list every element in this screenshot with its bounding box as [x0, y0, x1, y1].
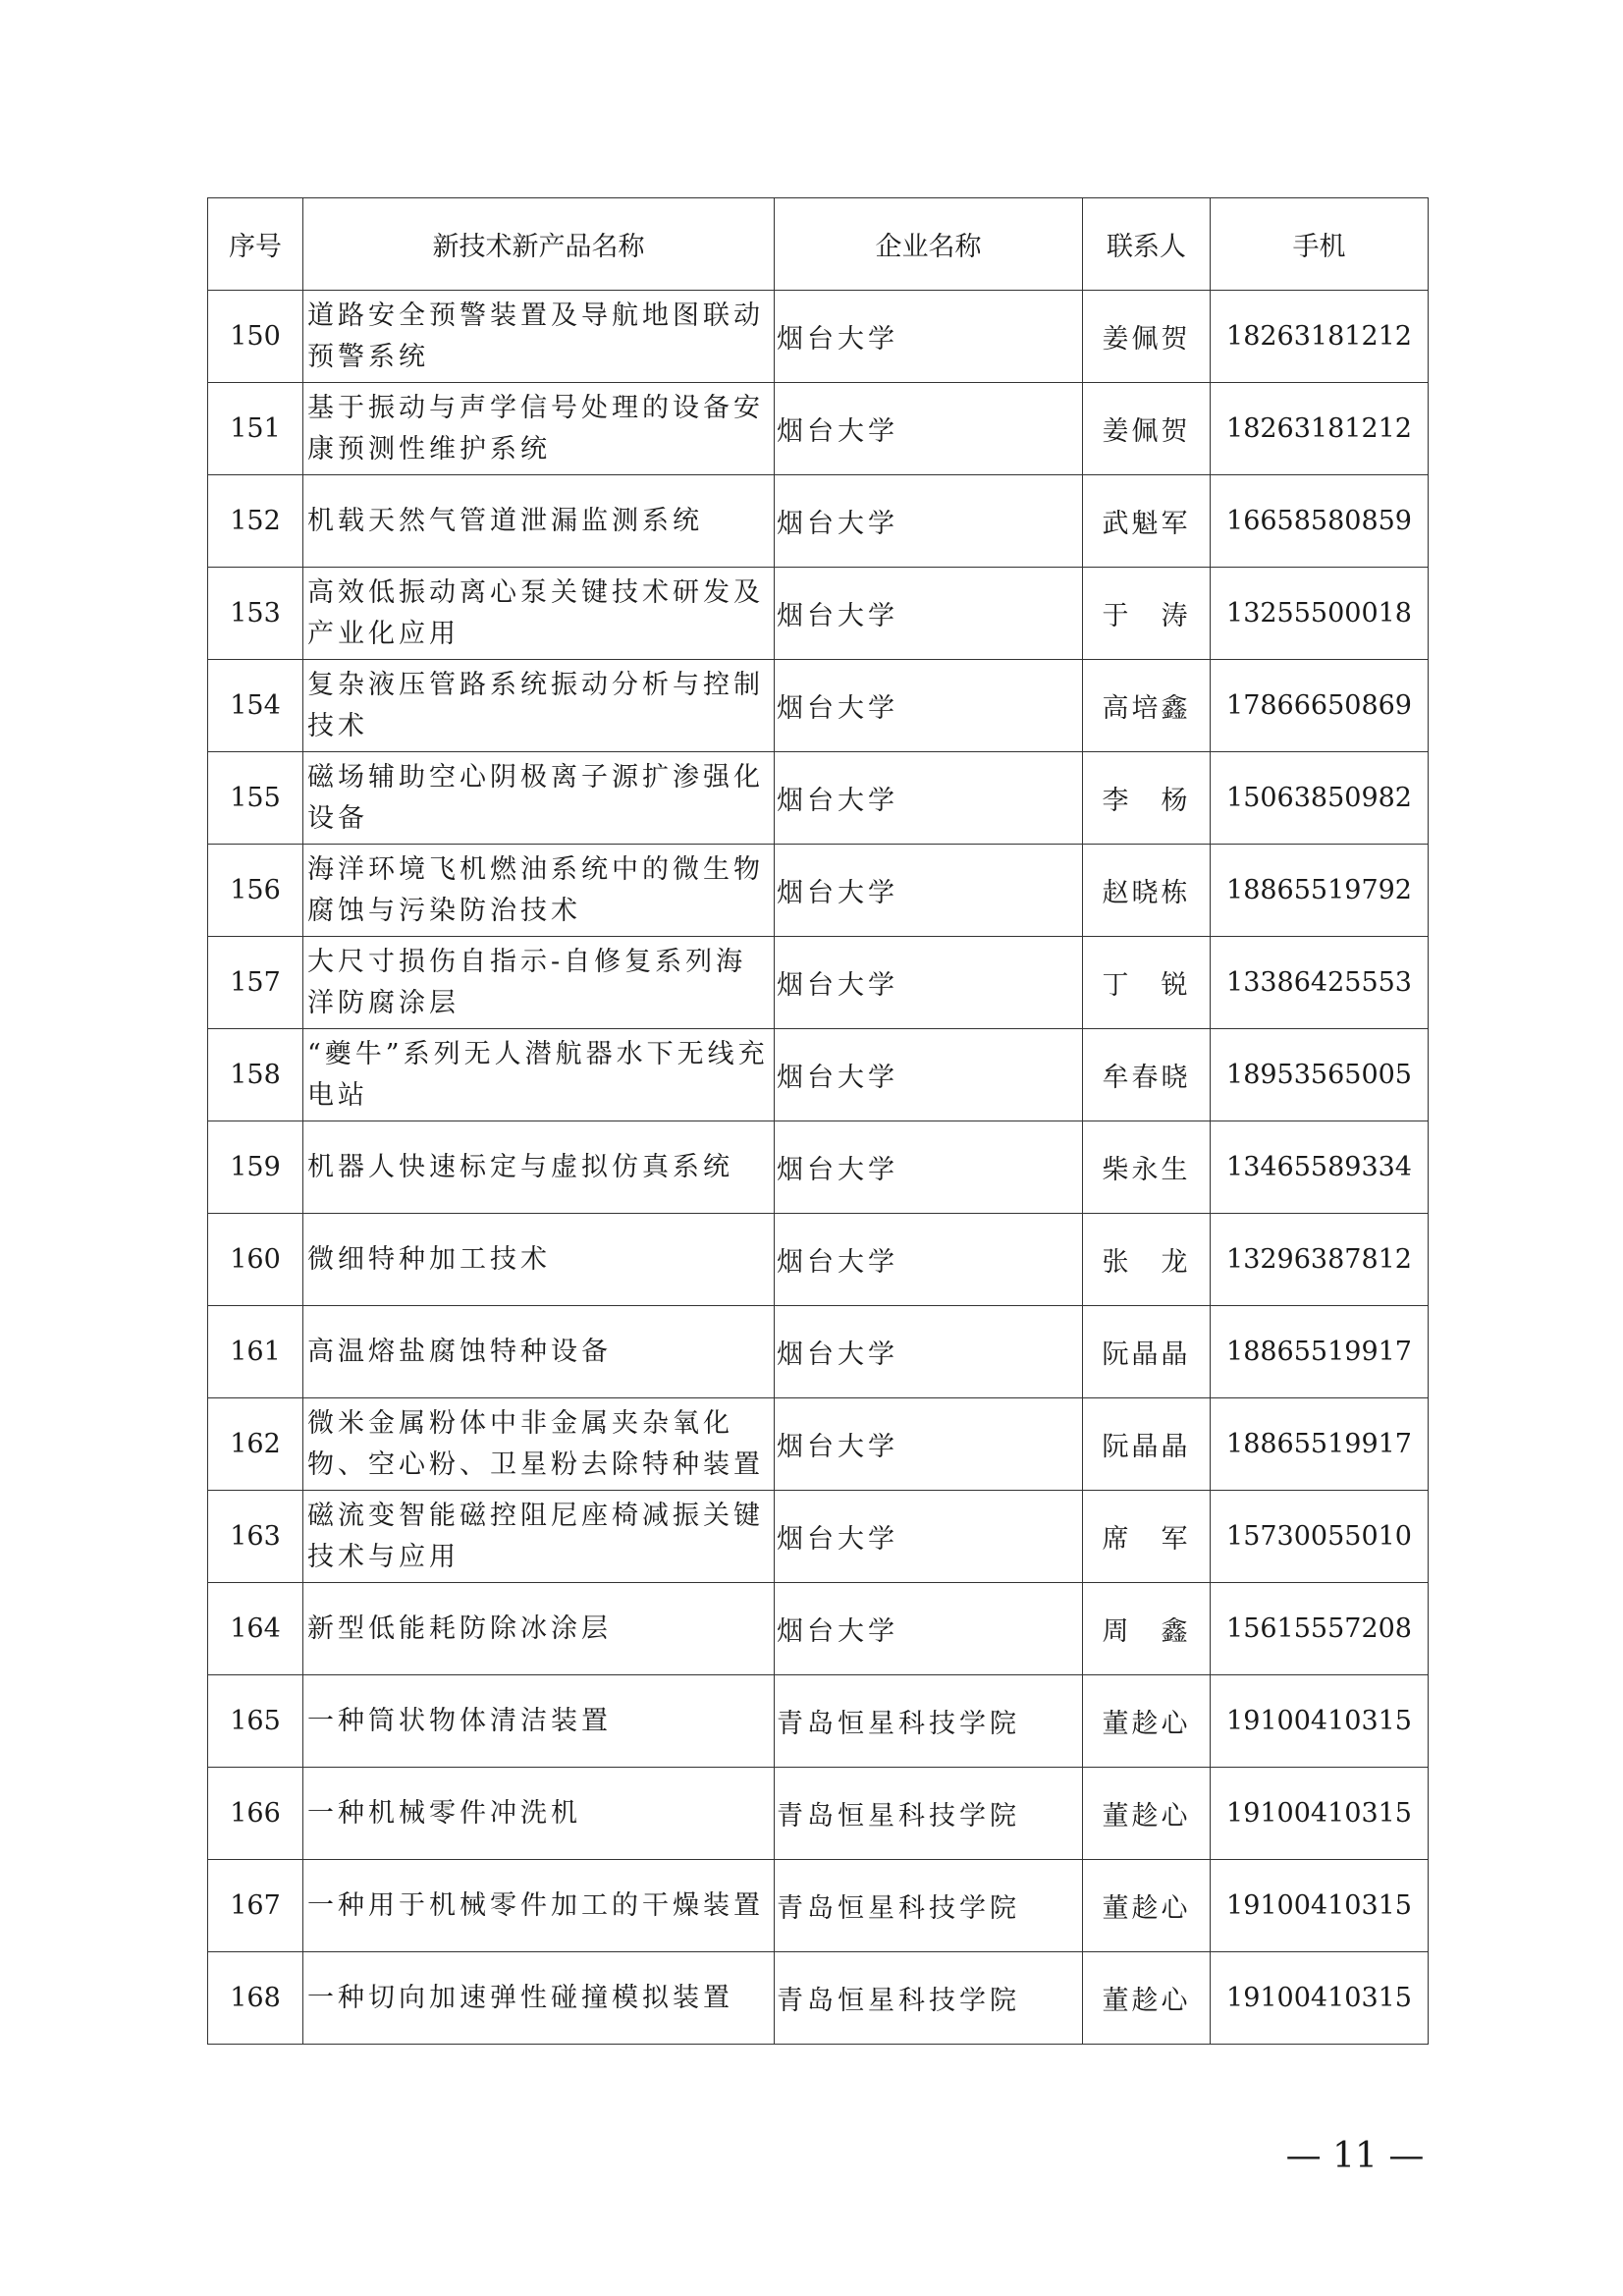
row-number: 163 [208, 1491, 303, 1583]
product-name: 一种用于机械零件加工的干燥装置 [303, 1860, 775, 1952]
row-number: 159 [208, 1121, 303, 1214]
row-number: 167 [208, 1860, 303, 1952]
phone-number: 19100410315 [1211, 1675, 1429, 1768]
company-name: 烟台大学 [775, 383, 1083, 475]
phone-number: 13296387812 [1211, 1214, 1429, 1306]
table-row [208, 568, 1429, 660]
product-name: 机载天然气管道泄漏监测系统 [303, 475, 775, 568]
product-name: 一种切向加速弹性碰撞模拟装置 [303, 1952, 775, 2045]
contact-person: 董趁心 [1083, 1768, 1211, 1860]
table-row [208, 1121, 1429, 1214]
company-name: 烟台大学 [775, 660, 1083, 752]
product-name: 微细特种加工技术 [303, 1214, 775, 1306]
contact-person: 姜佩贺 [1083, 291, 1211, 383]
table-row [208, 475, 1429, 568]
phone-number: 15063850982 [1211, 752, 1429, 845]
phone-number: 13255500018 [1211, 568, 1429, 660]
table-row [208, 752, 1429, 845]
phone-number: 15730055010 [1211, 1491, 1429, 1583]
product-name: 高温熔盐腐蚀特种设备 [303, 1306, 775, 1398]
phone-number: 19100410315 [1211, 1952, 1429, 2045]
row-number: 152 [208, 475, 303, 568]
contact-person: 周 鑫 [1083, 1583, 1211, 1675]
product-name: 一种机械零件冲洗机 [303, 1768, 775, 1860]
contact-person: 姜佩贺 [1083, 383, 1211, 475]
company-name: 烟台大学 [775, 1398, 1083, 1491]
table-row [208, 1952, 1429, 2045]
company-name: 青岛恒星科技学院 [775, 1768, 1083, 1860]
header-no: 序号 [208, 198, 303, 291]
phone-number: 18263181212 [1211, 383, 1429, 475]
phone-number: 18263181212 [1211, 291, 1429, 383]
row-number: 154 [208, 660, 303, 752]
table-header-row [208, 198, 1429, 291]
product-name: 一种筒状物体清洁装置 [303, 1675, 775, 1768]
phone-number: 19100410315 [1211, 1768, 1429, 1860]
table-row [208, 660, 1429, 752]
phone-number: 16658580859 [1211, 475, 1429, 568]
table-row [208, 937, 1429, 1029]
company-name: 烟台大学 [775, 475, 1083, 568]
table-row [208, 383, 1429, 475]
contact-person: 于 涛 [1083, 568, 1211, 660]
table-row [208, 1491, 1429, 1583]
header-company: 企业名称 [775, 198, 1083, 291]
contact-person: 董趁心 [1083, 1952, 1211, 2045]
row-number: 160 [208, 1214, 303, 1306]
phone-number: 18865519792 [1211, 845, 1429, 937]
phone-number: 19100410315 [1211, 1860, 1429, 1952]
row-number: 150 [208, 291, 303, 383]
contact-person: 董趁心 [1083, 1675, 1211, 1768]
company-name: 烟台大学 [775, 1306, 1083, 1398]
contact-person: 阮晶晶 [1083, 1398, 1211, 1491]
product-name: 新型低能耗防除冰涂层 [303, 1583, 775, 1675]
company-name: 烟台大学 [775, 1029, 1083, 1121]
row-number: 161 [208, 1306, 303, 1398]
table-row [208, 1214, 1429, 1306]
table-row [208, 1860, 1429, 1952]
contact-person: 董趁心 [1083, 1860, 1211, 1952]
row-number: 166 [208, 1768, 303, 1860]
product-name: 磁场辅助空心阴极离子源扩渗强化设备 [303, 752, 775, 845]
contact-person: 李 杨 [1083, 752, 1211, 845]
table-row [208, 291, 1429, 383]
row-number: 158 [208, 1029, 303, 1121]
company-name: 烟台大学 [775, 1121, 1083, 1214]
phone-number: 13465589334 [1211, 1121, 1429, 1214]
phone-number: 18865519917 [1211, 1398, 1429, 1491]
table-row [208, 1306, 1429, 1398]
contact-person: 柴永生 [1083, 1121, 1211, 1214]
company-name: 烟台大学 [775, 568, 1083, 660]
phone-number: 18865519917 [1211, 1306, 1429, 1398]
company-name: 烟台大学 [775, 1583, 1083, 1675]
phone-number: 13386425553 [1211, 937, 1429, 1029]
table-row [208, 1398, 1429, 1491]
row-number: 157 [208, 937, 303, 1029]
product-table [207, 197, 1429, 2045]
contact-person: 席 军 [1083, 1491, 1211, 1583]
row-number: 162 [208, 1398, 303, 1491]
company-name: 烟台大学 [775, 1491, 1083, 1583]
phone-number: 17866650869 [1211, 660, 1429, 752]
product-name: 磁流变智能磁控阻尼座椅减振关键技术与应用 [303, 1491, 775, 1583]
company-name: 烟台大学 [775, 752, 1083, 845]
product-name: 机器人快速标定与虚拟仿真系统 [303, 1121, 775, 1214]
row-number: 165 [208, 1675, 303, 1768]
contact-person: 赵晓栋 [1083, 845, 1211, 937]
table-row [208, 1583, 1429, 1675]
header-phone: 手机 [1211, 198, 1429, 291]
contact-person: 丁 锐 [1083, 937, 1211, 1029]
company-name: 烟台大学 [775, 291, 1083, 383]
product-name: 海洋环境飞机燃油系统中的微生物腐蚀与污染防治技术 [303, 845, 775, 937]
product-name: 道路安全预警装置及导航地图联动预警系统 [303, 291, 775, 383]
row-number: 164 [208, 1583, 303, 1675]
company-name: 烟台大学 [775, 937, 1083, 1029]
table-row [208, 845, 1429, 937]
row-number: 153 [208, 568, 303, 660]
header-product-name: 新技术新产品名称 [303, 198, 775, 291]
contact-person: 高培鑫 [1083, 660, 1211, 752]
product-name: 基于振动与声学信号处理的设备安康预测性维护系统 [303, 383, 775, 475]
contact-person: 武魁军 [1083, 475, 1211, 568]
product-name: 高效低振动离心泵关键技术研发及产业化应用 [303, 568, 775, 660]
contact-person: 牟春晓 [1083, 1029, 1211, 1121]
phone-number: 15615557208 [1211, 1583, 1429, 1675]
product-name: 复杂液压管路系统振动分析与控制技术 [303, 660, 775, 752]
company-name: 青岛恒星科技学院 [775, 1675, 1083, 1768]
contact-person: 张 龙 [1083, 1214, 1211, 1306]
header-contact: 联系人 [1083, 198, 1211, 291]
page-number: — 11 — [1285, 2136, 1425, 2176]
row-number: 156 [208, 845, 303, 937]
table-row [208, 1029, 1429, 1121]
table-row [208, 1768, 1429, 1860]
row-number: 155 [208, 752, 303, 845]
company-name: 青岛恒星科技学院 [775, 1952, 1083, 2045]
row-number: 151 [208, 383, 303, 475]
product-name: 大尺寸损伤自指示-自修复系列海洋防腐涂层 [303, 937, 775, 1029]
phone-number: 18953565005 [1211, 1029, 1429, 1121]
product-name: “夔牛”系列无人潜航器水下无线充电站 [303, 1029, 775, 1121]
company-name: 青岛恒星科技学院 [775, 1860, 1083, 1952]
product-name: 微米金属粉体中非金属夹杂氧化物、空心粉、卫星粉去除特种装置 [303, 1398, 775, 1491]
company-name: 烟台大学 [775, 845, 1083, 937]
company-name: 烟台大学 [775, 1214, 1083, 1306]
row-number: 168 [208, 1952, 303, 2045]
contact-person: 阮晶晶 [1083, 1306, 1211, 1398]
table-row [208, 1675, 1429, 1768]
